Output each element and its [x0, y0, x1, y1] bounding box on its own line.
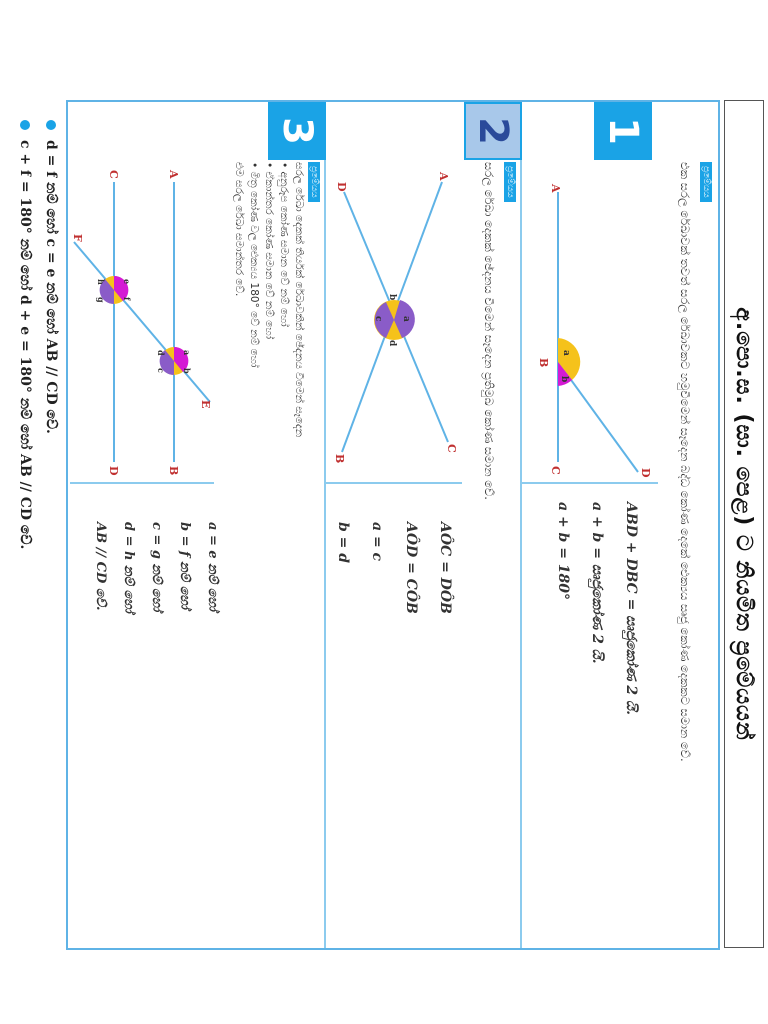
label-angle-b: b: [387, 294, 397, 301]
equation: AÔD = CÔB: [403, 522, 419, 614]
label-angle-c: c: [156, 368, 166, 373]
label-d: D: [639, 468, 652, 478]
column-divider: [70, 482, 214, 484]
theorem-text: එක සරල රේඛාවක් තවත් සරල රේඛාවකට හමුවීමෙන් සෑදෙන බද්ධ කෝණ දෙකේ ඓක්‍යය සෘජු කෝණ දෙකකට සමාන වේ.: [678, 162, 692, 762]
equation: AB // CD වේ.: [93, 522, 108, 611]
theorem-number: 3: [268, 102, 326, 160]
label-angle-g: g: [96, 297, 106, 303]
label-a: A: [167, 170, 180, 179]
equations-3: [86, 522, 226, 613]
diagram-3: [70, 162, 214, 482]
label-d: D: [335, 182, 348, 192]
theorem-number: 2: [464, 102, 522, 160]
label-b: B: [537, 358, 550, 368]
equation: a = e නම් හෝ: [205, 522, 220, 611]
label-d: D: [107, 466, 120, 476]
text-line: • අනුරූප කෝණ සමාන වේ නම් හෝ: [278, 162, 290, 327]
number-column: [522, 102, 718, 160]
equation: b = f නම් හෝ: [177, 522, 192, 609]
theorem-text: [231, 162, 306, 932]
text-line: එම සරල රේඛා සමාන්තර වේ.: [233, 162, 245, 297]
theorem-frame: [66, 100, 720, 950]
label-b: B: [167, 466, 180, 476]
rule-label: ප්‍රමේයය: [504, 162, 516, 202]
column-divider: [522, 482, 658, 484]
label-f: F: [71, 234, 84, 242]
label-angle-e: e: [122, 279, 132, 285]
bullet-icon: [20, 120, 30, 130]
rule-label: ප්‍රමේයය: [308, 162, 320, 202]
label-angle-d: d: [387, 340, 397, 347]
label-angle-b: b: [182, 368, 192, 374]
equation: AÔC = DÔB: [437, 522, 453, 614]
label-angle-a: a: [561, 350, 571, 356]
label-c: C: [445, 444, 458, 453]
diagram-1: [528, 162, 658, 482]
label-angle-h: h: [96, 279, 106, 285]
label-angle-c: c: [373, 316, 383, 322]
equation: d = h නම් හෝ: [121, 522, 136, 613]
equation: b = d: [335, 522, 351, 564]
diagram-2: [332, 162, 462, 482]
rule-label: ප්‍රමේයය: [700, 162, 712, 202]
transversal-ef: [74, 242, 210, 402]
number-column: [70, 102, 326, 160]
label-angle-a: a: [182, 350, 192, 356]
footer-text: d = f නම් හෝ c = e නම් හෝ AB // CD වේ.: [43, 140, 59, 434]
equation: a + b = 180°: [555, 502, 571, 601]
text-line: • ඒකාන්තර කෝණ සමාන වේ නම් හෝ: [263, 162, 275, 340]
equation: a = c: [369, 522, 385, 562]
label-c: C: [107, 170, 120, 179]
equation: ABD + DBC = සෘජුකෝණ 2 යි.: [623, 502, 639, 715]
page-title: අ.පො.ස. (සා. පෙළ) ට නියමිත ප්‍රමේයයන්: [724, 100, 764, 948]
label-angle-b: b: [559, 376, 569, 383]
equations-2: [326, 522, 462, 614]
footer-text: c + f = 180° නම් හෝ d + e = 180° නම් හෝ AB // CD වේ.: [17, 140, 33, 550]
footer-line-2: [12, 120, 38, 549]
label-e: E: [199, 400, 212, 409]
equation: a + b = සෘජුකෝණ 2 යි.: [589, 502, 605, 664]
text-line: • මිත්‍ර කෝණ වල ඓක්‍යය 180° වේ නම් හෝ: [248, 162, 260, 368]
theorem-row-3: [70, 102, 326, 948]
theorem-text: සරල රේඛා දෙකක් ඡේදනය වීමෙන් සෑදෙන ප්‍රතිමුඛ කෝණ සමාන වේ.: [482, 162, 496, 500]
label-angle-f: f: [122, 297, 132, 301]
theorem-row-1: [520, 102, 718, 948]
number-column: [326, 102, 522, 160]
equation: c = g නම් හෝ: [149, 522, 164, 612]
column-divider: [326, 482, 462, 484]
label-a: A: [549, 184, 562, 193]
label-c: C: [549, 466, 562, 475]
text-line: සරල රේඛා දෙකක් තිර්යක් රේඛාවකින් ඡේදනය වීමෙන් සෑදෙන: [293, 162, 305, 438]
bullet-icon: [46, 120, 56, 130]
label-angle-a: a: [401, 316, 411, 322]
theorem-row-2: [324, 102, 522, 948]
footer-notes: [12, 120, 64, 549]
equations-1: [546, 502, 648, 715]
label-b: B: [333, 454, 346, 464]
label-angle-d: d: [156, 350, 166, 356]
footer-line-1: [38, 120, 64, 549]
theorem-number: 1: [594, 102, 652, 160]
label-a: A: [437, 172, 450, 181]
